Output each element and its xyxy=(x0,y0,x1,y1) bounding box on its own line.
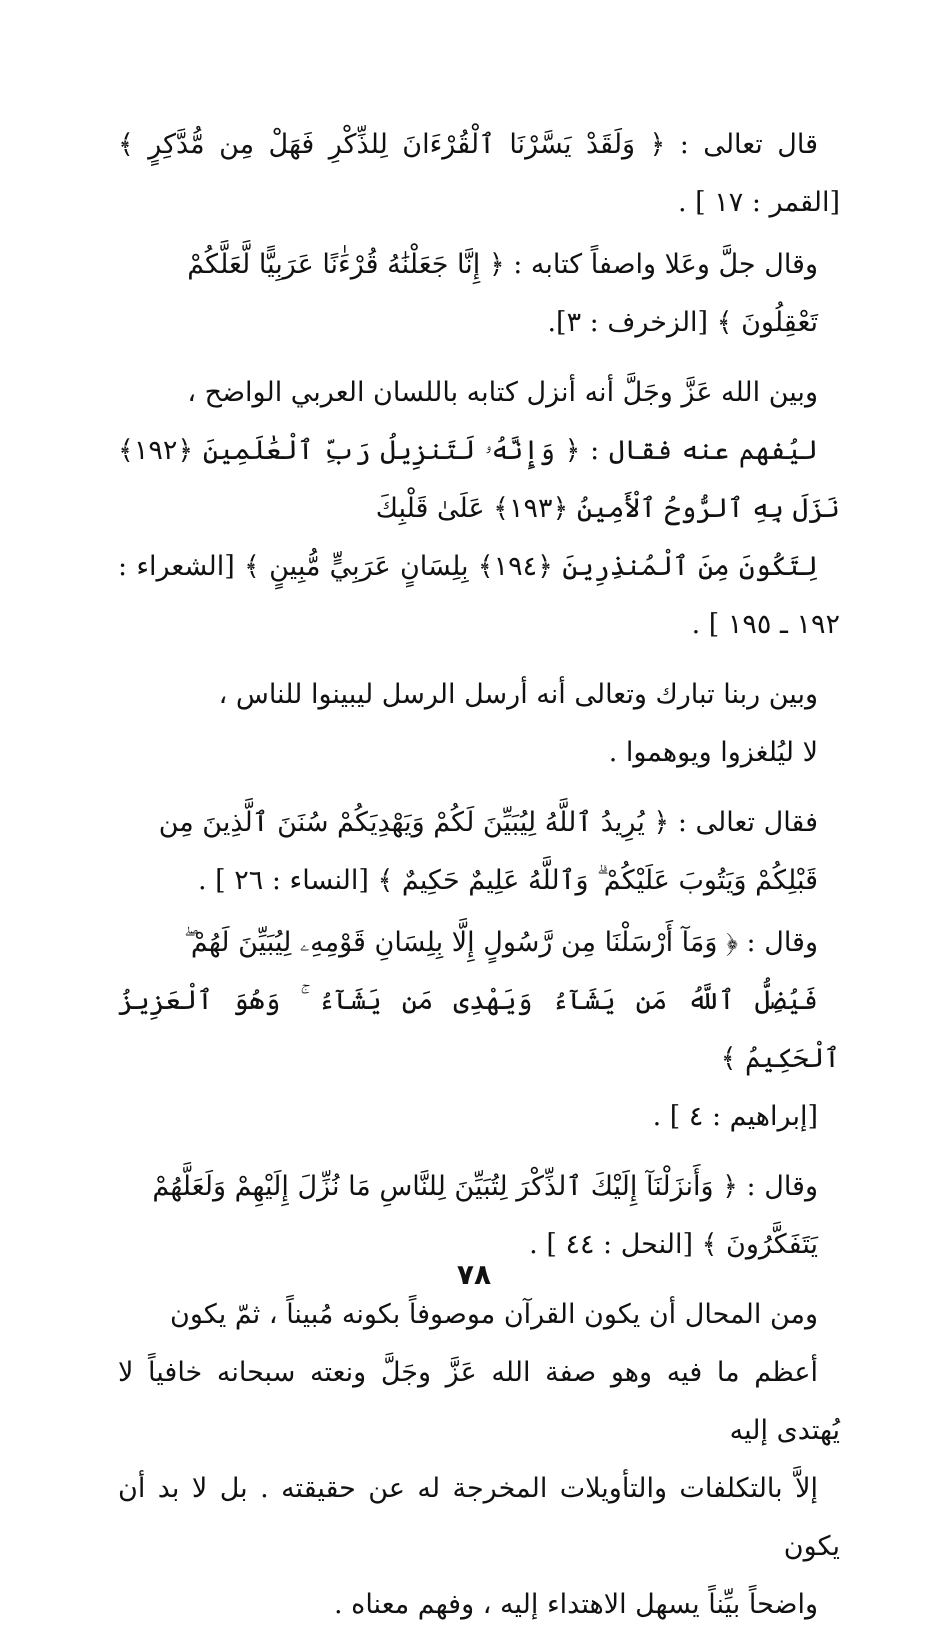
paragraph-qamar-verse xyxy=(118,116,840,232)
page-number: ٧٨ xyxy=(456,1258,492,1291)
text-line: فَيُضِلُّ ٱللَّهُ مَن يَشَآءُ وَيَهْدِى مَن يَشَآءُ ۚ وَهُوَ ٱلْعَزِيزُ ٱلْحَكِيمُ ﴾ xyxy=(118,985,840,1074)
text-line: تَعْقِلُونَ ﴾ [الزخرف : ٣]. xyxy=(547,307,818,338)
paragraph-messengers xyxy=(118,666,840,782)
text-line: أعظم ما فيه وهو صفة الله عَزَّ وجَلَّ ونعته سبحانه خافياً لا يُهتدى إليه xyxy=(118,1357,840,1446)
text-line: ليُفهم عنه فقال : ﴿ وَإِنَّهُۥ لَتَنزِيلُ رَبِّ ٱلْعَٰلَمِينَ ﴿١٩٢﴾ نَزَلَ بِهِ ٱلرُّوحُ ٱلْأَمِينُ ﴿١٩٣﴾ عَلَىٰ قَلْبِكَ xyxy=(118,435,840,524)
page-body xyxy=(118,116,840,1634)
text-line: واضحاً بيِّناً يسهل الاهتداء إليه ، وفهم معناه . xyxy=(334,1589,818,1620)
text-line: وقال : ﴿ وَمَآ أَرْسَلْنَا مِن رَّسُولٍ إِلَّا بِلِسَانِ قَوْمِهِۦ لِيُبَيِّنَ لَهُمْ ۖ xyxy=(184,927,818,958)
paragraph-zukhruf-verse xyxy=(118,236,840,352)
text-line: [إبراهيم : ٤ ] . xyxy=(652,1101,818,1132)
paragraph-nisa-verse xyxy=(118,794,840,910)
paragraph-shuara-verse xyxy=(118,364,840,654)
text-line: لا ليُلغزوا ويوهموا . xyxy=(608,737,818,768)
text-line: ومن المحال أن يكون القرآن موصوفاً بكونه مُبيناً ، ثمّ يكون xyxy=(170,1299,818,1330)
paragraph-conclusion xyxy=(118,1286,840,1634)
text-line: وقال : ﴿ وَأَنزَلْنَآ إِلَيْكَ ٱلذِّكْرَ لِتُبَيِّنَ لِلنَّاسِ مَا نُزِّلَ إِلَيْهِمْ وَلَعَلَّهُمْ xyxy=(152,1171,818,1202)
text-line: قَبْلِكُمْ وَيَتُوبَ عَلَيْكُمْ ۗ وَٱللَّهُ عَلِيمٌ حَكِيمٌ ﴾ [النساء : ٢٦ ] . xyxy=(197,865,818,896)
text-line: إلاَّ بالتكلفات والتأويلات المخرجة له عن حقيقته . بل لا بد أن يكون xyxy=(118,1473,840,1562)
text-line: وقال جلَّ وعَلا واصفاً كتابه : ﴿ إِنَّا جَعَلْنَٰهُ قُرْءَٰنًا عَرَبِيًّا لَّعَلَّكُمْ xyxy=(187,249,818,280)
text-line: لِتَكُونَ مِنَ ٱلْمُنذِرِينَ ﴿١٩٤﴾ بِلِسَانٍ عَرَبِيٍّ مُّبِينٍ ﴾ [الشعراء : ١٩٢ ـ ١٩٥ ] . xyxy=(118,551,840,640)
paragraph-ibrahim-verse xyxy=(118,914,840,1146)
text-line: وبين الله عَزَّ وجَلَّ أنه أنزل كتابه باللسان العربي الواضح ، xyxy=(187,377,818,408)
text-line: وبين ربنا تبارك وتعالى أنه أرسل الرسل ليبينوا للناس ، xyxy=(218,679,818,710)
text-line: فقال تعالى : ﴿ يُرِيدُ ٱللَّهُ لِيُبَيِّنَ لَكُمْ وَيَهْدِيَكُمْ سُنَنَ ٱلَّذِينَ مِن xyxy=(158,807,818,838)
text-line: يَتَفَكَّرُونَ ﴾ [النحل : ٤٤ ] . xyxy=(529,1229,818,1260)
paragraph-nahl-verse xyxy=(118,1158,840,1274)
text-line: قال تعالى : ﴿ وَلَقَدْ يَسَّرْنَا ٱلْقُرْءَانَ لِلذِّكْرِ فَهَلْ مِن مُّدَّكِرٍ ﴾ [القمر : ١٧ ] . xyxy=(118,129,840,218)
